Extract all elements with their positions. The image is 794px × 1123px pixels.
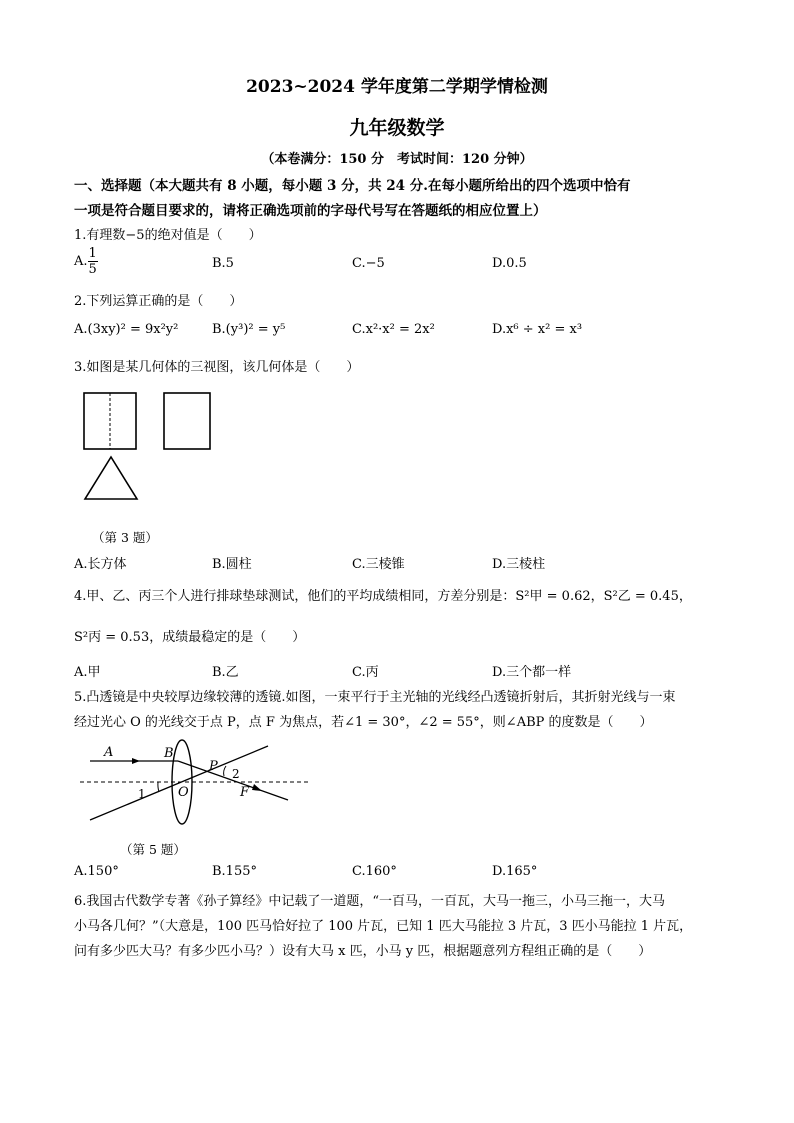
question-5-line1: 5.凸透镜是中央较厚边缘较薄的透镜.如图，一束平行于主光轴的光线经凸透镜折射后，其折射光线与一束 bbox=[74, 690, 676, 705]
question-5-line2: 经过光心 O 的光线交于点 P，点 F 为焦点，若∠1 = 30°，∠2 = 55°，则∠ABP 的度数是（ ） bbox=[74, 715, 653, 730]
question-4-option-b: B.乙 bbox=[212, 665, 239, 680]
angle-1-arc bbox=[158, 782, 159, 792]
question-2-option-c: C.x²·x² = 2x² bbox=[352, 322, 435, 337]
question-4-line2: S²丙 = 0.53，成绩最稳定的是（ ） bbox=[74, 630, 306, 645]
question-6-line2: 小马各几何？”（大意是，100 匹马恰好拉了 100 片瓦，已知 1 匹大马能拉 3 片瓦，3 匹小马能拉 1 片瓦， bbox=[74, 919, 693, 934]
question-2-option-d: D.x⁶ ÷ x² = x³ bbox=[492, 322, 583, 337]
question-4-option-d: D.三个都一样 bbox=[492, 665, 572, 680]
side-view-rect bbox=[164, 393, 210, 449]
label-angle-2: 2 bbox=[232, 767, 240, 781]
question-4-option-a: A.甲 bbox=[74, 665, 101, 680]
question-5-option-c: C.160° bbox=[352, 864, 397, 879]
label-angle-1: 1 bbox=[138, 787, 146, 801]
label-b: B bbox=[164, 746, 174, 761]
question-6-line3: 问有多少匹大马？有多少匹小马？）设有大马 x 匹，小马 y 匹，根据题意列方程组正确的是（ ） bbox=[74, 944, 652, 959]
question-1-option-d: D.0.5 bbox=[492, 256, 527, 271]
top-view-triangle bbox=[85, 457, 137, 499]
label-a: A bbox=[104, 745, 114, 760]
question-5-caption: （第 5 题） bbox=[120, 842, 186, 857]
fraction bbox=[88, 246, 98, 277]
question-5-option-a: A.150° bbox=[74, 864, 119, 879]
question-3-option-c: C.三棱锥 bbox=[352, 557, 405, 572]
question-1-stem: 1.有理数−5的绝对值是（ ） bbox=[74, 228, 262, 243]
arrow-head-icon bbox=[132, 758, 140, 764]
fraction-denominator: 5 bbox=[88, 262, 97, 277]
question-2-option-b: B.(y³)² = y⁵ bbox=[212, 322, 286, 337]
exam-info: （本卷满分：150 分 考试时间：120 分钟） bbox=[261, 152, 533, 167]
question-5-option-b: B.155° bbox=[212, 864, 257, 879]
option-a-prefix: A. bbox=[74, 254, 88, 269]
section-heading-line1: 一、选择题（本大题共有 8 小题，每小题 3 分，共 24 分.在每小题所给出的四个选项中恰有 bbox=[74, 178, 631, 194]
section-heading-line2: 一项是符合题目要求的，请将正确选项前的字母代号写在答题纸的相应位置上） bbox=[74, 203, 547, 219]
question-4-stem: 4.甲、乙、丙三个人进行排球垫球测试，他们的平均成绩相同，方差分别是：S²甲 = 0.62，S²乙 = 0.45， bbox=[74, 589, 692, 604]
question-3-caption: （第 3 题） bbox=[92, 530, 158, 545]
question-3-option-a: A.长方体 bbox=[74, 557, 127, 572]
question-3-stem: 3.如图是某几何体的三视图，该几何体是（ ） bbox=[74, 360, 360, 375]
question-3-option-b: B.圆柱 bbox=[212, 557, 252, 572]
question-1-option-b: B.5 bbox=[212, 256, 234, 271]
label-p: P bbox=[209, 759, 218, 774]
question-4-option-c: C.丙 bbox=[352, 665, 379, 680]
three-view-figure bbox=[78, 388, 218, 510]
fraction-numerator: 1 bbox=[88, 246, 97, 261]
question-6-line1: 6.我国古代数学专著《孙子算经》中记载了一道题，“一百马，一百瓦，大马一拖三，小马三拖一，大马 bbox=[74, 894, 666, 909]
lens-figure bbox=[76, 736, 312, 830]
question-2-stem: 2.下列运算正确的是（ ） bbox=[74, 294, 243, 309]
label-f: F bbox=[240, 785, 250, 800]
question-1-option-c: C.−5 bbox=[352, 256, 385, 271]
subject-title: 九年级数学 bbox=[349, 117, 445, 139]
angle-2-arc bbox=[224, 766, 226, 776]
arrow-head-icon bbox=[252, 784, 262, 791]
question-5-option-d: D.165° bbox=[492, 864, 538, 879]
question-3-option-d: D.三棱柱 bbox=[492, 557, 546, 572]
label-o: O bbox=[178, 785, 189, 800]
question-1-option-a bbox=[74, 246, 98, 277]
exam-title: 2023~2024 学年度第二学期学情检测 bbox=[246, 77, 548, 97]
question-2-option-a: A.(3xy)² = 9x²y² bbox=[74, 322, 179, 337]
